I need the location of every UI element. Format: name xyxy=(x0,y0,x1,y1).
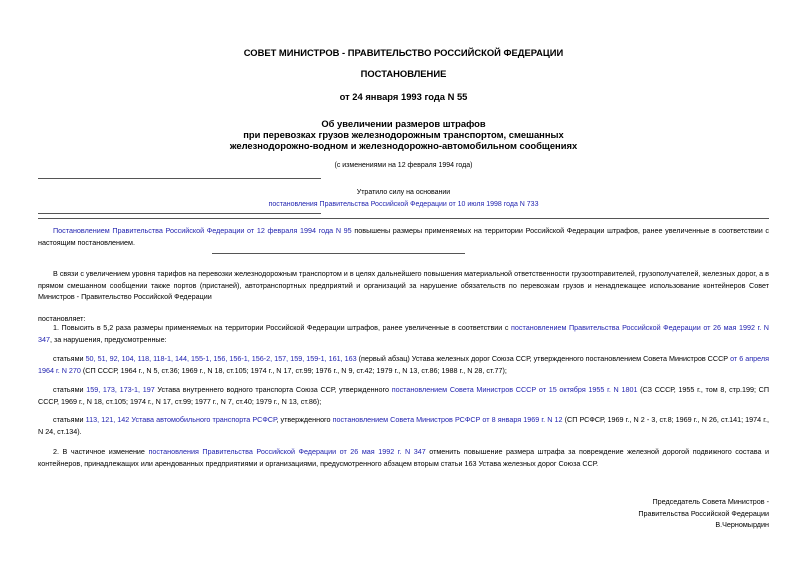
divider xyxy=(38,178,321,179)
article-water-decree-link[interactable]: постановлением Совета Министров СССР от 15 октября 1955 г. N 1801 xyxy=(391,385,638,394)
article-railway-middle: (первый абзац) Устава железных дорог Союза ССР, утвержденного постановлением Совета Министров СССР xyxy=(356,354,731,363)
item-2-suffix: отменить повышение размера штрафа за повреждение железной дорогой подвижного состава и контейнеров, принадлежащих или арендованных предприятиями и организациями, предусмотренного абзацем вторым статьи 163 Устава железных дорог Союза ССР. xyxy=(38,447,770,468)
item-1-prefix: 1. Повысить в 5,2 раза размеры применяемых на территории Российской Федерации штрафов, ранее увеличенные в соответствии с xyxy=(53,323,512,332)
article-water-suffix: (СЗ СССР, 1955 г., том 8, стр.199; СП СССР, 1969 г., N 18, ст.105; 1974 г., N 17, ст.99; 1977 г., N 7, ст.40; 1979 г., N 13, ст.86); xyxy=(38,385,770,406)
intro-link[interactable]: Постановлением Правительства Российской Федерации от 12 февраля 1994 года N 95 xyxy=(53,226,352,235)
amendment-note: (с изменениями на 12 февраля 1994 года) xyxy=(334,162,473,169)
article-railway-prefix: статьями xyxy=(53,354,86,363)
article-list-water xyxy=(38,384,769,407)
decrees-label: постановляет: xyxy=(38,314,86,323)
repeal-link-wrapper xyxy=(0,201,807,208)
document-title xyxy=(0,118,807,151)
title-line-2: при перевозках грузов железнодорожным транспортом, смешанных xyxy=(243,129,564,140)
repeal-text: Утратило силу на основании xyxy=(356,189,451,196)
title-line-1: Об увеличении размеров штрафов xyxy=(321,118,486,129)
divider xyxy=(38,213,321,214)
article-auto-links[interactable]: 113, 121, 142 Устава автомобильного транспорта РСФСР xyxy=(85,415,277,424)
article-auto-suffix: (СП РСФСР, 1969 г., N 2 - 3, ст.8; 1969 г., N 26, ст.141; 1974 г., N 24, ст.134). xyxy=(38,415,769,436)
article-railway-suffix: (СП СССР, 1964 г., N 5, ст.36; 1969 г., N 18, ст.105; 1974 г., N 17, ст.99; 1976 г., N 9, ст.42; 1979 г., N 13, ст.86; 1988 г., N 28, ст.77); xyxy=(80,365,507,375)
article-railway-links[interactable]: 50, 51, 92, 104, 118, 118-1, 144, 155-1, 156, 156-1, 156-2, 157, 159, 159-1, 161, 163 xyxy=(85,354,357,363)
preamble-paragraph: В связи с увеличением уровня тарифов на перевозки железнодорожным транспортом и в целях дальнейшего повышения материальной ответственности грузоотправителей, грузополучателей, железных дорог, а в прямом смешанном сообщении также портов (пристаней), автотранспортных предприятий и организаций за нарушение обязательств по перевозкам грузов и ненадлежащее использование контейнеров Совет Министров - Правительство Российской Федерации xyxy=(38,269,769,301)
article-water-links[interactable]: 159, 173, 173-1, 197 xyxy=(86,385,155,394)
divider xyxy=(212,253,465,254)
article-list-railway xyxy=(38,353,769,376)
document-date-number: от 24 января 1993 года N 55 xyxy=(339,91,468,102)
article-list-auto xyxy=(38,414,769,437)
item-2-paragraph xyxy=(38,446,769,469)
signatory-name: В.Черномырдин xyxy=(715,520,769,529)
title-line-3: железнодорожно-водном и железнодорожно-автомобильном сообщениях xyxy=(229,140,578,151)
document-type: ПОСТАНОВЛЕНИЕ xyxy=(360,68,447,79)
divider xyxy=(38,218,769,219)
repeal-link[interactable]: постановления Правительства Российской Федерации от 10 июля 1998 года N 733 xyxy=(268,201,539,208)
item-2-prefix: 2. В частичное изменение xyxy=(53,447,149,456)
article-auto-prefix: статьями xyxy=(53,415,86,424)
article-auto-middle: , утвержденного xyxy=(276,415,333,424)
issuing-authority: СОВЕТ МИНИСТРОВ - ПРАВИТЕЛЬСТВО РОССИЙСКОЙ ФЕДЕРАЦИИ xyxy=(243,47,564,58)
signature-block xyxy=(469,496,769,531)
intro-text: повышены размеры применяемых на территории Российской Федерации штрафов, ранее увеличенные в соответствии с настоящим постановлением. xyxy=(38,226,769,247)
article-water-prefix: статьями xyxy=(53,385,87,394)
signatory-title-2: Правительства Российской Федерации xyxy=(638,508,769,518)
item-1-suffix: , за нарушения, предусмотренные: xyxy=(50,334,167,344)
item-1-link[interactable]: постановлением Правительства Российской Федерации от 26 мая 1992 г. N 347 xyxy=(38,323,769,344)
intro-paragraph xyxy=(38,225,769,248)
article-water-middle: Устава внутреннего водного транспорта Союза ССР, утвержденного xyxy=(154,385,392,394)
signatory-title-1: Председатель Совета Министров - xyxy=(652,497,769,506)
article-auto-decree-link[interactable]: постановлением Совета Министров РСФСР от 8 января 1969 г. N 12 xyxy=(332,415,563,424)
article-railway-decree-link[interactable]: от 6 апреля 1964 г. N 270 xyxy=(38,354,769,375)
item-2-link[interactable]: постановления Правительства Российской Федерации от 26 мая 1992 г. N 347 xyxy=(148,447,426,456)
item-1-paragraph xyxy=(38,322,769,345)
